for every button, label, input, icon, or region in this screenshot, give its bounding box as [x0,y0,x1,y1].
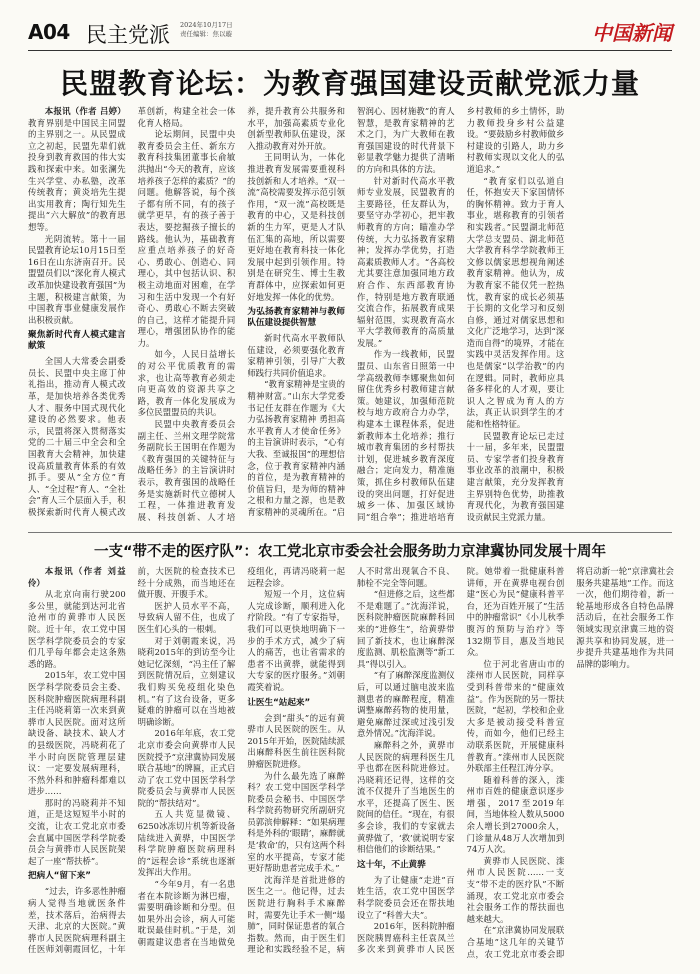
editor-credit: 责任编辑：焦以璇 [180,30,232,38]
article2-paragraph: 短短一个月，这位病人完成诊断，顺利进入化疗阶段。“有了专家指导，我们可以更快地明确下一步的手术方式，减少了病人的痛苦，也让省需求的患者不出黄骅，就能得到大专家的医疗服务。”刘朝霞笑着说。 [247,589,345,692]
article1-paragraph: 民盟教育论坛已走过十一届，多年来，民盟盟员、专家学者们投身教育事业改革的浪潮中，积极建言献策，充分发挥教育主界别特色优势，助推教育现代化，为教育强国建设贡献民主党派力量。 [466,430,565,522]
article2-subheading: 把病人“留下来” [28,871,91,882]
article1-paragraph: 光阴流转。第十一届民盟教育论坛10月15日至16日在山东济南召开。民盟盟员们以“深化育人模式改革加快建设教育强国”为主题，积极建言献策，为中国教育事业健康发展作出积极贡献。 [28,233,126,325]
masthead [0,0,700,56]
header-divider [28,50,672,51]
article2-paragraph: 2016年，医科院肿瘤医院胰胃癌科主任袁凤兰多次来到黄骅市人民医院。她带着一批健康科普讲师，开在黄骅电视台创建“医心为民”健康科普平台，还为百姓开展了“生活中的肿瘤常识”《小儿秋季腹泻的预防与治疗》等132期节目，惠及当地民众。 [356,566,565,955]
article2-paragraph: 黄骅市人民医院、滦州市人民医院……一支支“带不走的医疗队”不断涌现，农工党北京市委会社会服务工作的帮扶面也越来越大。 [466,855,565,924]
article2-paragraph: 对于刘朝霞来说，冯晓莉2015年的到访至今让她记忆深刻，“冯主任了解到医院情况后，立刻建议我们购买免疫组化染色机。”有了这台设备，更多疑难的肿瘤可以在当地被明确诊断。 [137,635,236,727]
article1-paragraph: “教育家精神是宝贵的精神财富。”山东大学党委书记任友群在作题为《大力弘扬教育家精神 勇担高水平教育人才使命任务》的主旨演讲时表示，“心有大我、至诚报国”的理想信念，位于教育家精神内涵的首位，是为教育精神的价值旨归，是为师的精神之根和力量之源，也是教育家精神的灵魂所在。“启智润心、因材施教”的育人智慧，是教育家精神的艺术之门，为广大教师在教育强国建设的时代背景下彰显教学魅力提供了清晰的方向和具体的方法。 [247,106,455,517]
article2-body [28,566,674,962]
article1-paragraph: 教育界别是中国民主同盟的主界别之一。从民盟成立之初起，民盟先辈们就投身到教育救国的伟大实践和探索中来。如张澜先生兴学堂、办私塾，改革传统教育；黄炎培先生提出实用教育；陶行知先生提出“六大解放”的教育思想等。 [28,117,126,232]
article2-paragraph: 2016年年底，农工党北京市委会向黄骅市人民医院授予“京津冀协同发展联合基地”的牌匾，正式启动了农工党中国医学科学院委员会与黄骅市人民医院的“帮扶结对”。 [137,728,236,808]
article2-paragraph: 位于河北省唐山市的滦州市人民医院，同样享受到科普带来的“健康效益”。作为医院的另一帮扶医院，“起初，学校和企业大多是被动接受科普宣传，而如今，他们已经主动联系医院，开展健康科普教育。”滦州市人民医院外联部主任程江涛分享。 [466,658,565,774]
article1-paragraph: 论坛期间，民盟中央教育委员会主任、新东方教育科技集团董事长俞敏洪抛出“今天的教育，应该培养孩子怎样的素质？”的问题。他解答说，每个孩子都有所不同，有的孩子就学更早，有的孩子善于表达，要挖掘孩子擅长的路线。他认为，基础教育应重点培养孩子的好奇心、勇敢心、创造心、同理心，其中包括认识、积极主动地面对困难，在学习和生活中发现一个有好奇心、勇敢心不断去突破的自己，这样才能提升同理心，增强团队协作的能力。 [137,129,236,348]
article2-paragraph: 从北京向南行驶200多公里，就能到达河北省沧州市的黄骅市人民医院。近十年，农工党中国医学科学院委员会的专家们几乎每年都会走这条熟悉的路。 [28,589,126,669]
article1-paragraph: “教育家们以弘道自任，怀抱安天下家国情怀的胸怀精神。致力于育人事业，堪称教育的引领者和实践者。”民盟湖北师范大学总支盟员、湖北师范大学教育科学学院教师王文修以儒家思想视角阐述教育家精神。他认为，成为教育家不能仅凭一腔热忱，教育家的成长必须基于长期的文化学习和反刻自修，通过对儒家思想和文化广泛地学习，达到“深造而自得”的境界，才能在实践中灵活发挥作用。这也是儒家“以学治教”的内在逻辑。同时，教师应具备多样化的人才观，要让识人之智成为育人的方法，真正认识到学生的才能和性格特征。 [466,175,565,430]
article2-paragraph: 沈海洋是首批进修的医生之一。他记得，过去医院进行胸科手术麻醉时，需要先让手术一侧“塌肺”，同时保证患者的氧合指数。然而，由于医生们理论和实践经验不足，病人不时常出现氧合不良、肺栓不完全等问题。 [247,566,455,955]
article2-subheading: 让医生“站起来” [247,697,311,708]
article1-body [28,106,674,526]
article1-paragraph: 针对新时代高水平教师专业发展，民盟教育的主要路径，任友群认为，要坚守办学初心，把牢教师教育的方向；瞄准办学传统，大力弘扬教育家精神；发挥办学优势，打造高素质教师人才。“各高校尤其要注意加强同地方政府合作、东西部教育协作，特别是地方教育联通交流合作，拓展教育成果辐射范围，实现教育高水平大学教师教育的高质量发展。” [356,175,455,348]
article1-paragraph: 民盟中央教育委员会副主任、兰州文理学院常务副院长王国明在作题为《教育强国的关键特征与战略任务》的主旨演讲时表示，教育强国的战略任务是实施新时代立德树人工程，一体推进教育发展、科技创新、人才培养，提升教育公共服务和水平，加强高素质专业化创新型教师队伍建设，深入推动教育对外开放。 [137,106,345,522]
article2-paragraph: 为了让健康“走进”百姓生活，农工党中国医学科学院委员会还在帮扶地设立了“科普大夫”。 [356,874,455,920]
article1-paragraph: 作为一线教师，民盟盟员、山东省日照第一中学高级教师李娜聚焦如何留住优秀乡村教师建言献策。她建议，加强师范院校与地方政府合力办学，构建本土课程体系，促进新教师本土化培养；推行城市教育集团的乡村帮扶计划，促进城乡教育深度融合；定向发力，精准施策，抓住乡村教师队伍建设的突出问题，打好促进城乡一体、加强区域协同“组合拳”；推进培培育乡村教师的乡土情怀，助力教师投身乡村公益建设。“要鼓励乡村教师做乡村建设的引路人，助力乡村教师实现以文化人的弘道追求。” [356,106,565,522]
article2-byline: 本报讯（作者 刘益伶） [28,566,126,588]
article1-subheading: 聚焦新时代育人模式建言献策 [28,330,126,352]
article2-paragraph: “今年9月，有一名患者在本院诊断为淋巴瘤，需要明确诊断和分型。但如果外出会诊，病人可能耽误最佳时机。”于是，刘朝霞建议患者在当地做免疫组化，再请冯晓莉一起远程会诊。 [137,566,345,947]
newspaper-logo: 中国新闻 [592,21,672,45]
article2-paragraph: 医护人员水平不高，导致病人留不住，也成了医生们心头的一根刺。 [137,600,236,634]
article1-headline: 民盟教育论坛：为教育强国建设贡献党派力量 [59,67,640,100]
article2-paragraph: 在“京津冀协同发展联合基地”这几年的关键节点，农工党北京市委会即将启动新一轮“京津冀社会服务共建基地”工作。而这一次，他们期待着，新一轮基地形成各自特色品牌活动后，在社会服务工作领域实现京津冀三地的资源共享和协同发展，进一步提升共建基地作为共同品牌的影响力。 [466,566,674,959]
article-divider [28,532,672,533]
article1-paragraph: 新时代高水平教师队伍建设，必须要强化教育家精神引领，引导广大教师践行共同价值追求。 [247,333,345,378]
article1-subheading: 为弘扬教育家精神与教师队伍建设提供智慧 [247,307,345,329]
article2-paragraph: 为什么最先选了麻醉科？农工党中国医学科学院委员会秘书、中国医学科学院药物研究所副研究员郭滨伸解释：“如果病理科是外科的‘眼睛’，麻醉就是‘救命’的，只有这两个科室的水平提高，专家才能更好帮助患者完成手术。” [247,770,345,874]
article2-subheading: 这十年，不止黄骅 [356,859,426,870]
article2-paragraph: 五人共览显微镜、6250冰冻切片机等新设备陆续进入黄骅，中国医学科学院肿瘤医院病理科的“远程会诊”系统也逐渐发挥出大作用。 [137,809,236,878]
article1-paragraph: 如今，人民日益增长的对公平优质教育的需求，也让高等教育必须走向更高效的资源共享之路，教育一体化发展成为多位民盟盟员的共识。 [137,349,236,418]
article2-headline: 一支“带不走的医疗队”：农工党北京市委会社会服务助力京津冀协同发展十周年 [93,544,607,560]
section-title: 民主党派 [86,23,170,47]
issue-date: 2024年10月17日 [180,21,233,29]
page-number: A04 [28,20,70,44]
article2-paragraph: 会到“甜头”的远有黄骅市人民医院的医生。从2015年开始，医院陆续派出麻醉科医生前往医科院肿瘤医院进修。 [247,712,345,769]
article1-paragraph: 王同明认为，一体化推进教育发展需要重视科技创新和人才培养。“双一流”高校需要发挥示范引领作用，“双一流”高校既是教育的中心，又是科技创新的生力军，更是人才队伍汇集的高地，所以需要更好地在教育科技一体化发展中起到引领作用。特别是在研究生、博士生教育群体中，应探索如何更好地发挥一体化的优势。 [247,152,345,302]
issue-info [180,21,233,39]
article2-paragraph: 2015年，农工党中国医学科学院委员会主委、医科院肿瘤医院病理科副主任冯晓莉第一次来到黄骅市人民医院。面对这所缺设备、缺技术、缺人才的县级医院，冯晓莉花了半小时向医院管理层建议：一定要发展病理科，不然外科和肿瘤科都难以进步…… [28,670,126,797]
article2-paragraph: 那时的冯晓莉并不知道，正是这短短半小时的交流，让农工党北京市委会直属中国医学科学院委员会与黄骅市人民医院架起了一座“帮扶桥”。 [28,797,126,866]
article2-paragraph: 随着科普的深入，滦州市百姓的健康意识逐步增强，2017至2019年间，当地体检人数从5000余人增长到27000余人，门诊量从48万人次增加到74万人次。 [466,774,565,855]
article1-paragraph: 全国人大常委会副委员长、民盟中央主席丁仲礼指出，推动育人模式改革，是加快培养各类优秀人才、服务中国式现代化建设的必然要求。他表示，民盟将深入贯彻落实党的二十届三中全会和全国教育大会精神，加快建设高质量教育体系的有效抓手。要从“全方位”育人、“全过程”育人、“全社会”育人三个层面入手，积极探索新时代育人模式改革创新，构建全社会一体化育人格局。 [28,106,236,517]
article2-paragraph: “但进修之后，这些都不是难题了。”沈海洋说，医科院肿瘤医院麻醉科回来的“进修生”，给黄骅带回了新技术，也让麻醉深度监测、肌松监测等“新工具”得以引入。 [356,589,455,669]
article2-paragraph: 麻醉科之外，黄骅市人民医院的病理科医生几乎也都在医科院进修过。冯晓莉还记得，这样的交流不仅提升了当地医生的水平，还提高了医生、医院间的信任。“现在，有很多会诊，我们的专家就去黄骅做了，‘救’就说明专家相信他们的诊断结果。” [356,739,455,855]
article2-paragraph: “有了麻醉深度监测仪后，可以通过脑电波来监测患者的麻醉程度，精准调整麻醉药物的使用量，避免麻醉过深或过浅引发意外情况。”沈海洋说。 [356,670,455,739]
article2-paragraph: “过去，许多恶性肿瘤病人觉得当地就医条件差，技术落后，治病得去天津、北京的大医院。”黄骅市人民医院病理科副主任医师刘朝霞回忆，十年前，大医院的检查技术已经十分成熟，而当地还在做开腹、开腹手术。 [28,566,236,955]
article1-byline: 本报讯（作者 吕婷） [44,106,126,116]
